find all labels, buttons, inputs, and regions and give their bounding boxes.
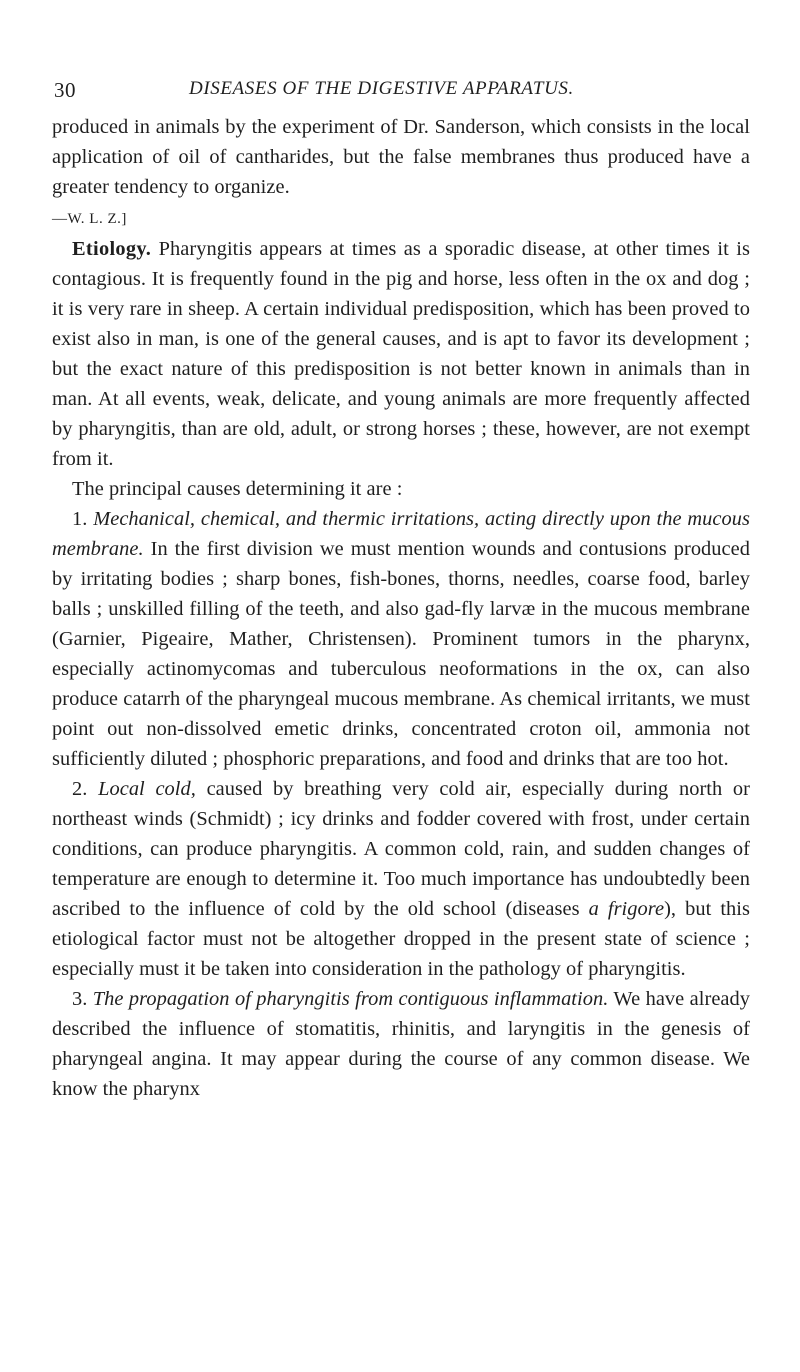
paragraph-text: Pharyngitis appears at times as a sporadic disease, at other times it is contagious. It is frequently found in the pig and horse, less often in the ox and dog ; it is very rare in sheep. A certain individual predisposition, which has been proved to exist also in man, is one of the general causes, and is apt to favor its development ; but the exact nature of this predisposition is not better known in animals than in man. At all events, weak, delicate, and young animals are more frequently affected by pharyngitis, than are old, adult, or strong horses ; these, however, are not exempt from it. xyxy=(52,238,750,470)
item-title: Mechanical, chemical, and thermic irritations, acting directly upon the mucous membrane. xyxy=(52,508,750,560)
running-head xyxy=(52,78,750,108)
section-heading-etiology: Etiology. xyxy=(72,238,152,260)
paragraph-principal-causes xyxy=(52,474,750,504)
page-number: 30 xyxy=(54,78,76,102)
item-number: 3. xyxy=(72,988,93,1010)
item-title: The propagation of pharyngitis from contiguous inflammation. xyxy=(92,988,609,1010)
paragraph-cause-1 xyxy=(52,504,750,774)
paragraph-text: The principal causes determining it are : xyxy=(72,478,403,500)
paragraph-text: In the first division we must mention wounds and contusions produced by irritating bodies ; sharp bones, fish-bones, thorns, needles, coarse food, barley balls ; unskilled filling of the teeth, and also gad-fly larvæ in the mucous membrane (Garnier, Pigeaire, Mather, Christensen). Prominent tumors in the pharynx, especially actinomycomas and tuberculous neoformations in the ox, can also produce catarrh of the pharyngeal mucous membrane. As chemical irritants, we must point out non-dissolved emetic drinks, concentrated croton oil, ammonia not sufficiently diluted ; phosphoric preparations, and food and drinks that are too hot. xyxy=(52,538,750,770)
paragraph-text: ), but this etiological factor must not be altogether dropped in the present state of science ; especially must it be taken into consideration in the pathology of pharyngitis. xyxy=(52,898,750,980)
paragraph-cause-2 xyxy=(52,774,750,984)
paragraph-cause-3 xyxy=(52,984,750,1104)
body-text xyxy=(52,112,750,1104)
author-signature: —W. L. Z.] xyxy=(52,211,127,227)
paragraph-continuation xyxy=(52,112,750,234)
paragraph-text: produced in animals by the experiment of Dr. Sanderson, which consists in the local application of oil of cantharides, but the false membranes thus produced have a greater tendency to organize. xyxy=(52,116,750,198)
paragraph-text: We have already described the influence of stomatitis, rhinitis, and laryngitis in the genesis of pharyngeal angina. It may appear during the course of any common disease. We know the pharynx xyxy=(52,988,751,1100)
paragraph-text: caused by breathing very cold air, especially during north or northeast winds (Schmidt) ; icy drinks and fodder covered with frost, under certain conditions, can produce pharyngitis. A common cold, rain, and sudden changes of temperature are enough to determine it. Too much importance has undoubtedly been ascribed to the influence of cold by the old school (diseases xyxy=(52,778,750,920)
paragraph-etiology xyxy=(52,234,750,474)
running-head-title: DISEASES OF THE DIGESTIVE APPARATUS. xyxy=(189,78,574,99)
item-number: 2. xyxy=(72,778,99,800)
item-title: Local cold, xyxy=(98,778,196,800)
book-page xyxy=(52,78,750,1104)
latin-term: a frigore xyxy=(588,898,665,920)
item-number: 1. xyxy=(72,508,94,530)
